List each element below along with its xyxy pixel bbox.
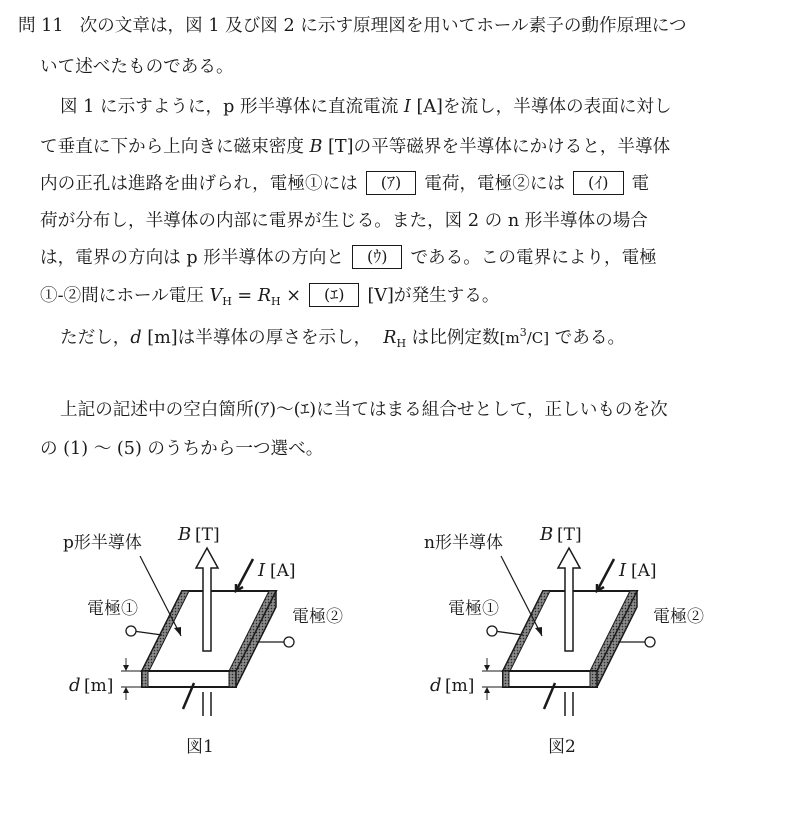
electrode-1-terminal (487, 626, 497, 636)
electrode-2-label: 電極② (292, 607, 343, 627)
question-number: 問 11 (18, 16, 64, 36)
electrode-1-label: 電極① (448, 599, 499, 619)
semiconductor-front-face (142, 671, 236, 687)
current-arrow (597, 559, 614, 591)
paragraph1-line-6: ①-②間にホール電圧 $V_H = R_H$ × (ｴ) [V]が発生する。 (40, 285, 500, 308)
paragraph3-line-1: 上記の記述中の空白箇所(ｱ)～(ｴ)に当てはまる組合せとして，正しいものを次 (60, 400, 668, 420)
b-label: B (540, 524, 554, 545)
electrode-2-terminal (284, 637, 294, 647)
semiconductor-pointer (501, 556, 542, 636)
question-line-1 (18, 14, 687, 38)
i-unit-label: [A] (270, 561, 296, 581)
paragraph1-line-3: 内の正孔は進路を曲げられ，電極①には (ｱ) 電荷，電極②には (ｲ) 電 (40, 173, 650, 194)
question-line-2: いて述べたものである。 (40, 57, 234, 77)
semiconductor-front-face (503, 671, 597, 687)
blank-a: (ｱ) (366, 171, 417, 195)
figure-1-caption: 図1 (186, 737, 214, 757)
paragraph1-line-1: 図 1 に示すように，p 形半導体に直流電流 I [A]を流し，半導体の表面に対し (60, 97, 672, 117)
i-label: I (258, 560, 266, 581)
blank-d: (ｴ) (309, 283, 360, 307)
paragraph1-line-4: 荷が分布し，半導体の内部に電界が生じる。また，図 2 の n 形半導体の場合 (40, 211, 648, 231)
current-arrow (236, 559, 253, 591)
d-label: d (430, 675, 442, 696)
blank-c: (ｳ) (352, 245, 403, 269)
paragraph1-line-5: は，電界の方向は p 形半導体の方向と (ｳ) である。この電界により，電極 (40, 247, 657, 268)
electrode-1-terminal (126, 626, 136, 636)
semiconductor-label: n形半導体 (424, 533, 503, 553)
paragraph2: ただし，d [m]は半導体の厚さを示し， $R_H$ は比例定数$[m^3/C]$ である。 (60, 326, 626, 350)
semiconductor-label: p形半導体 (63, 533, 142, 553)
d-unit-label: [m] (445, 676, 475, 696)
b-unit-label: [T] (557, 525, 582, 545)
b-label: B (178, 524, 192, 545)
i-label: I (619, 560, 627, 581)
figure-1 (63, 524, 343, 757)
b-unit-label: [T] (195, 525, 220, 545)
figure-2-caption: 図2 (548, 737, 576, 757)
figure-2 (424, 524, 704, 757)
electrode-1-label: 電極① (87, 599, 138, 619)
semiconductor-pointer (140, 556, 181, 636)
electrode-1-lead (494, 631, 523, 635)
electrode-2-label: 電極② (653, 607, 704, 627)
electrode-2-terminal (645, 637, 655, 647)
d-label: d (69, 675, 81, 696)
blank-b: (ｲ) (573, 171, 624, 195)
paragraph3-line-2: の (1) ～ (5) のうちから一つ選べ。 (40, 439, 324, 459)
i-unit-label: [A] (631, 561, 657, 581)
question-intro: 次の文章は，図 1 及び図 2 に示す原理図を用いてホール素子の動作原理につ (79, 16, 687, 36)
electrode-1-lead (133, 631, 162, 635)
figures-area (0, 496, 787, 816)
paragraph1-line-2: て垂直に下から上向きに磁束密度 B [T]の平等磁界を半導体にかけると，半導体 (40, 137, 671, 157)
d-unit-label: [m] (84, 676, 114, 696)
